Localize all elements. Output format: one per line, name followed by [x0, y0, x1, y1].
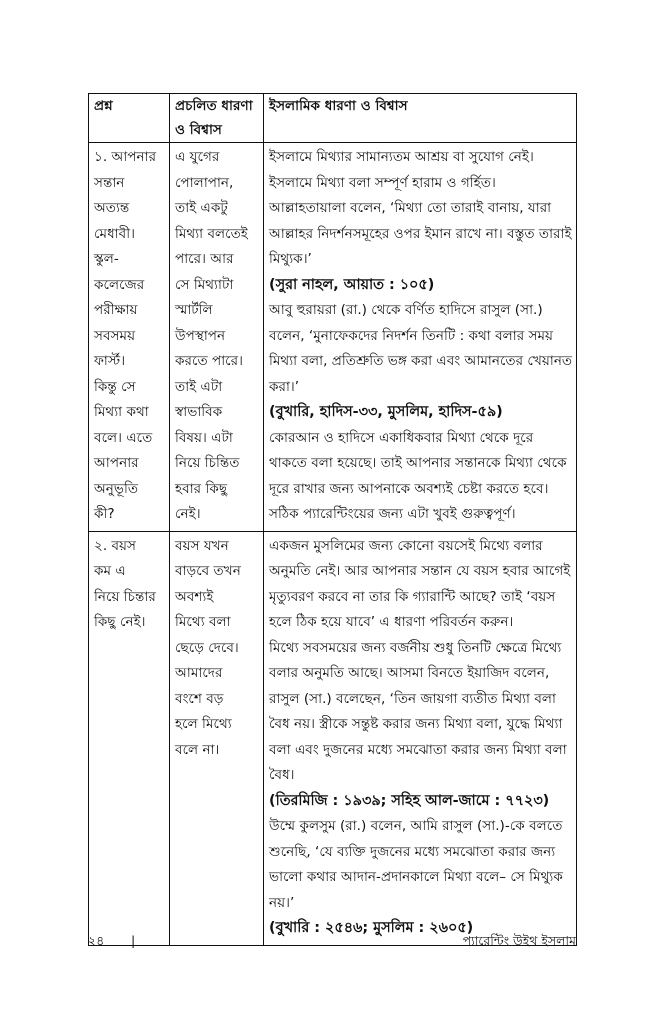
header-islamic-view: ইসলামিক ধারণা ও বিশ্বাস: [264, 94, 577, 143]
islamic-view-cell: [264, 531, 577, 945]
page-footer: [88, 933, 576, 953]
book-title: প্যারেন্টিং উইথ ইসলাম: [462, 933, 576, 948]
islamic-view-cell: [264, 143, 577, 532]
explanation-paragraph: উম্মে কুলসুম (রা.) বলেন, আমি রাসুল (সা.)-কে বলতে শুনেছি, ‘যে ব্যক্তি দুজনের মধ্যে সমঝোতা করার জন্য ভালো কথার আদান-প্রদানকালে মিথ্যা বলে– সে মিথ্যুক নয়।’: [269, 818, 563, 911]
table-row: [89, 143, 577, 532]
citation-reference: (তিরমিজি : ১৯৩৯; সহিহ আল-জামে : ৭৭২৩): [269, 792, 550, 809]
question-cell: ১. আপনার সন্তান অত্যন্ত মেধাবী। স্কুল- কলেজের পরীক্ষায় সবসময় ফার্স্ট। কিন্তু সে মিথ্যা কথা বলে। এতে আপনার অনুভূতি কী?: [89, 143, 170, 532]
explanation-paragraph: ইসলামে মিথ্যার সামান্যতম আশ্রয় বা সুযোগ নেই। ইসলামে মিথ্যা বলা সম্পূর্ণ হারাম ও গর্হিত। আল্লাহতায়ালা বলেন, ‘মিথ্যা তো তারাই বানায়, যারা আল্লাহর নিদর্শনসমূহের ওপর ইমান রাখে না। বস্তুত তারাই মিথ্যুক।’: [269, 149, 572, 267]
citation-reference: (বুখারি, হাদিস-৩৩, মুসলিম, হাদিস-৫৯): [269, 404, 503, 420]
citation-reference: (সুরা নাহল, আয়াত : ১০৫): [269, 276, 435, 293]
common-belief-cell: বয়স যখন বাড়বে তখন অবশ্যই মিথ্যে বলা ছেড়ে দেবে। আমাদের বংশে বড় হলে মিথ্যে বলে না।: [170, 531, 264, 945]
explanation-paragraph: একজন মুসলিমের জন্য কোনো বয়সেই মিথ্যে বলার অনুমতি নেই। আর আপনার সন্তান যে বয়স হবার আগেই মৃত্যুবরণ করবে না তার কি গ্যারান্টি আছে? তাই ‘বয়স হলে ঠিক হয়ে যাবে’ এ ধারণা পরিবর্তন করুন।: [269, 537, 571, 630]
comparison-table: [88, 93, 577, 946]
table-header-row: [89, 94, 577, 143]
header-common-belief: প্রচলিত ধারণা ও বিশ্বাস: [170, 94, 264, 143]
header-question: প্রশ্ন: [89, 94, 170, 143]
common-belief-cell: এ যুগের পোলাপান, তাই একটু মিথ্যা বলতেই পারে। আর সে মিথ্যাটা স্মার্টলি উপস্থাপন করতে পারে। তাই এটা স্বাভাবিক বিষয়। এটা নিয়ে চিন্তিত হবার কিছু নেই।: [170, 143, 264, 532]
table-row: [89, 531, 577, 945]
explanation-paragraph: মিথ্যে সবসময়ের জন্য বর্জনীয় শুধু তিনটি ক্ষেত্রে মিথ্যে বলার অনুমতি আছে। আসমা বিনতে ইয়াজিদ বলেন, রাসুল (সা.) বলেছেন, ‘তিন জায়গা ব্যতীত মিথ্যা বলা বৈধ নয়। স্ত্রীকে সন্তুষ্ট করার জন্য মিথ্যা বলা, যুদ্ধে মিথ্যা বলা এবং দুজনের মধ্যে সমঝোতা করার জন্য মিথ্যা বলা বৈধ।: [269, 639, 567, 783]
question-cell: ২. বয়স কম এ নিয়ে চিন্তার কিছু নেই।: [89, 531, 170, 945]
footer-separator: |: [131, 933, 136, 948]
citation-reference: (বুখারি : ২৫৪৬; মুসলিম : ২৬০৫): [269, 920, 474, 936]
explanation-paragraph: আবু হুরায়রা (রা.) থেকে বর্ণিত হাদিসে রাসুল (সা.) বলেন, ‘মুনাফেকদের নিদর্শন তিনটি : কথা বলার সময় মিথ্যা বলা, প্রতিশ্রুতি ভঙ্গ করা এবং আমানতের খেয়ানত করা।’: [269, 302, 573, 395]
explanation-paragraph: কোরআন ও হাদিসে একাধিকবার মিথ্যা থেকে দূরে থাকতে বলা হয়েছে। তাই আপনার সন্তানকে মিথ্যা থেকে দূরে রাখার জন্য আপনাকে অবশ্যই চেষ্টা করতে হবে। সঠিক প্যারেন্টিংয়ের জন্য এটা খুবই গুরুত্বপূর্ণ।: [269, 429, 567, 522]
page-number: ২৪: [88, 933, 105, 948]
